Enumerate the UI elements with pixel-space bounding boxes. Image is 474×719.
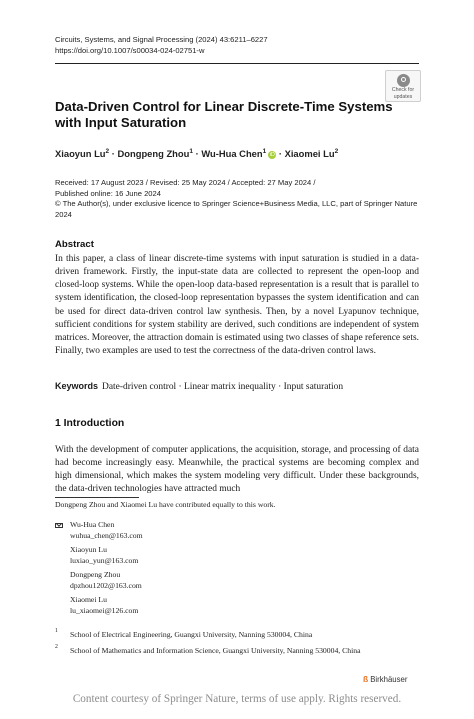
doi-link[interactable]: https://doi.org/10.1007/s00034-024-02751-w bbox=[55, 45, 205, 55]
keywords-text: Date-driven control · Linear matrix inequality · Input saturation bbox=[102, 382, 344, 392]
contact-entry bbox=[70, 570, 270, 591]
author-affiliation-mark: 2 bbox=[334, 148, 339, 155]
author-name[interactable]: Dongpeng Zhou bbox=[117, 148, 190, 160]
orcid-icon[interactable]: iD bbox=[269, 152, 275, 159]
keywords bbox=[55, 381, 419, 392]
paper-title: Data-Driven Control for Linear Discrete-Time Systems with Input Saturation bbox=[55, 99, 393, 130]
intro-text: With the development of computer applications, the acquisition, storage, and processing of data had become increasingly easy. Meanwhile, the practical systems are becoming complex and high dimensional, which makes the system modeling very difficult. Under these backgrounds, the data-driven technologies have attracted much bbox=[55, 445, 419, 495]
mail-icon bbox=[55, 523, 63, 528]
author-name[interactable]: Xiaoyun Lu bbox=[55, 148, 106, 160]
publisher-logo bbox=[363, 674, 407, 684]
contact-entry bbox=[70, 545, 270, 566]
author-affiliation-mark: 1 bbox=[262, 148, 267, 155]
abstract-heading: Abstract bbox=[55, 239, 94, 250]
contact-email[interactable]: wuhua_chen@163.com bbox=[70, 530, 143, 540]
author-separator: · bbox=[192, 148, 202, 160]
contact-email[interactable]: lu_xiaomei@126.com bbox=[70, 605, 139, 615]
history-dates: Received: 17 August 2023 / Revised: 25 May 2024 / Accepted: 27 May 2024 / bbox=[55, 178, 316, 187]
check-updates-line1: Check for bbox=[391, 87, 415, 93]
author-affiliation-mark: 2 bbox=[105, 148, 110, 155]
author-name[interactable]: Wu-Hua Chen bbox=[201, 148, 263, 160]
check-for-updates-button[interactable] bbox=[385, 70, 421, 102]
author-affiliation-mark: 1 bbox=[189, 148, 193, 155]
contact-name: Xiaoyun Lu bbox=[70, 545, 107, 554]
author-name[interactable]: Xiaomei Lu bbox=[284, 148, 335, 160]
copyright-line: © The Author(s), under exclusive licence to Springer Science+Business Media, LLC, part of Springer Nature bbox=[55, 199, 418, 209]
author-separator: · bbox=[276, 148, 285, 160]
header-divider bbox=[55, 63, 419, 64]
published-date: Published online: 16 June 2024 bbox=[55, 188, 161, 198]
contact-name: Wu-Hua Chen bbox=[70, 520, 115, 529]
affiliation-text: School of Mathematics and Information Science, Guangxi University, Nanning 530004, China bbox=[70, 646, 361, 655]
contact-name: Dongpeng Zhou bbox=[70, 570, 121, 579]
abstract-text: In this paper, a class of linear discrete-time systems with input saturation is studied in a data-driven framework. Firstly, the input-state data are collected to represent the open-loop and closed-loop systems. While the open-loop data-based representation is a result that is parallel to system identification, the closed-loop representation bypasses the system identification and can be used for direct data-driven control law synthesis. Then, by a novel Lyapunov technique, sufficient conditions for system stability are derived, such conditions are independent of system matrices. Moreover, the attraction domain is estimated using two classes of shape reference sets. Finally, two examples are used to test the correctness of the data-driven control laws. bbox=[55, 254, 419, 357]
contact-entry bbox=[70, 595, 270, 616]
author-list bbox=[55, 148, 338, 159]
birkhauser-logo-icon: ß bbox=[363, 674, 369, 684]
contact-name: Xiaomei Lu bbox=[70, 595, 107, 604]
footnote-divider bbox=[55, 497, 139, 498]
contribution-note: Dongpeng Zhou and Xiaomei Lu have contributed equally to this work. bbox=[55, 500, 276, 509]
contact-email[interactable]: dpzhou1202@163.com bbox=[70, 580, 142, 590]
publisher-name: Birkhäuser bbox=[370, 675, 408, 684]
journal-header bbox=[55, 35, 268, 56]
affiliation-text: School of Electrical Engineering, Guangxi University, Nanning 530004, China bbox=[70, 630, 313, 639]
affiliation-number: 1 bbox=[55, 628, 58, 634]
affiliation-number: 2 bbox=[55, 644, 58, 650]
journal-citation: Circuits, Systems, and Signal Processing (2024) 43:6211–6227 bbox=[55, 35, 268, 44]
keywords-label: Keywords bbox=[55, 381, 99, 391]
author-separator: · bbox=[109, 148, 118, 160]
intro-heading: 1 Introduction bbox=[55, 418, 125, 429]
check-updates-line2: updates bbox=[393, 93, 413, 100]
publication-meta bbox=[55, 178, 419, 220]
check-for-updates-icon bbox=[397, 74, 410, 87]
contact-email[interactable]: luxiao_yun@163.com bbox=[70, 555, 139, 565]
contact-entry bbox=[70, 520, 270, 541]
copyright-year: 2024 bbox=[55, 209, 72, 219]
courtesy-notice: Content courtesy of Springer Nature, terms of use apply. Rights reserved. bbox=[72, 693, 402, 705]
